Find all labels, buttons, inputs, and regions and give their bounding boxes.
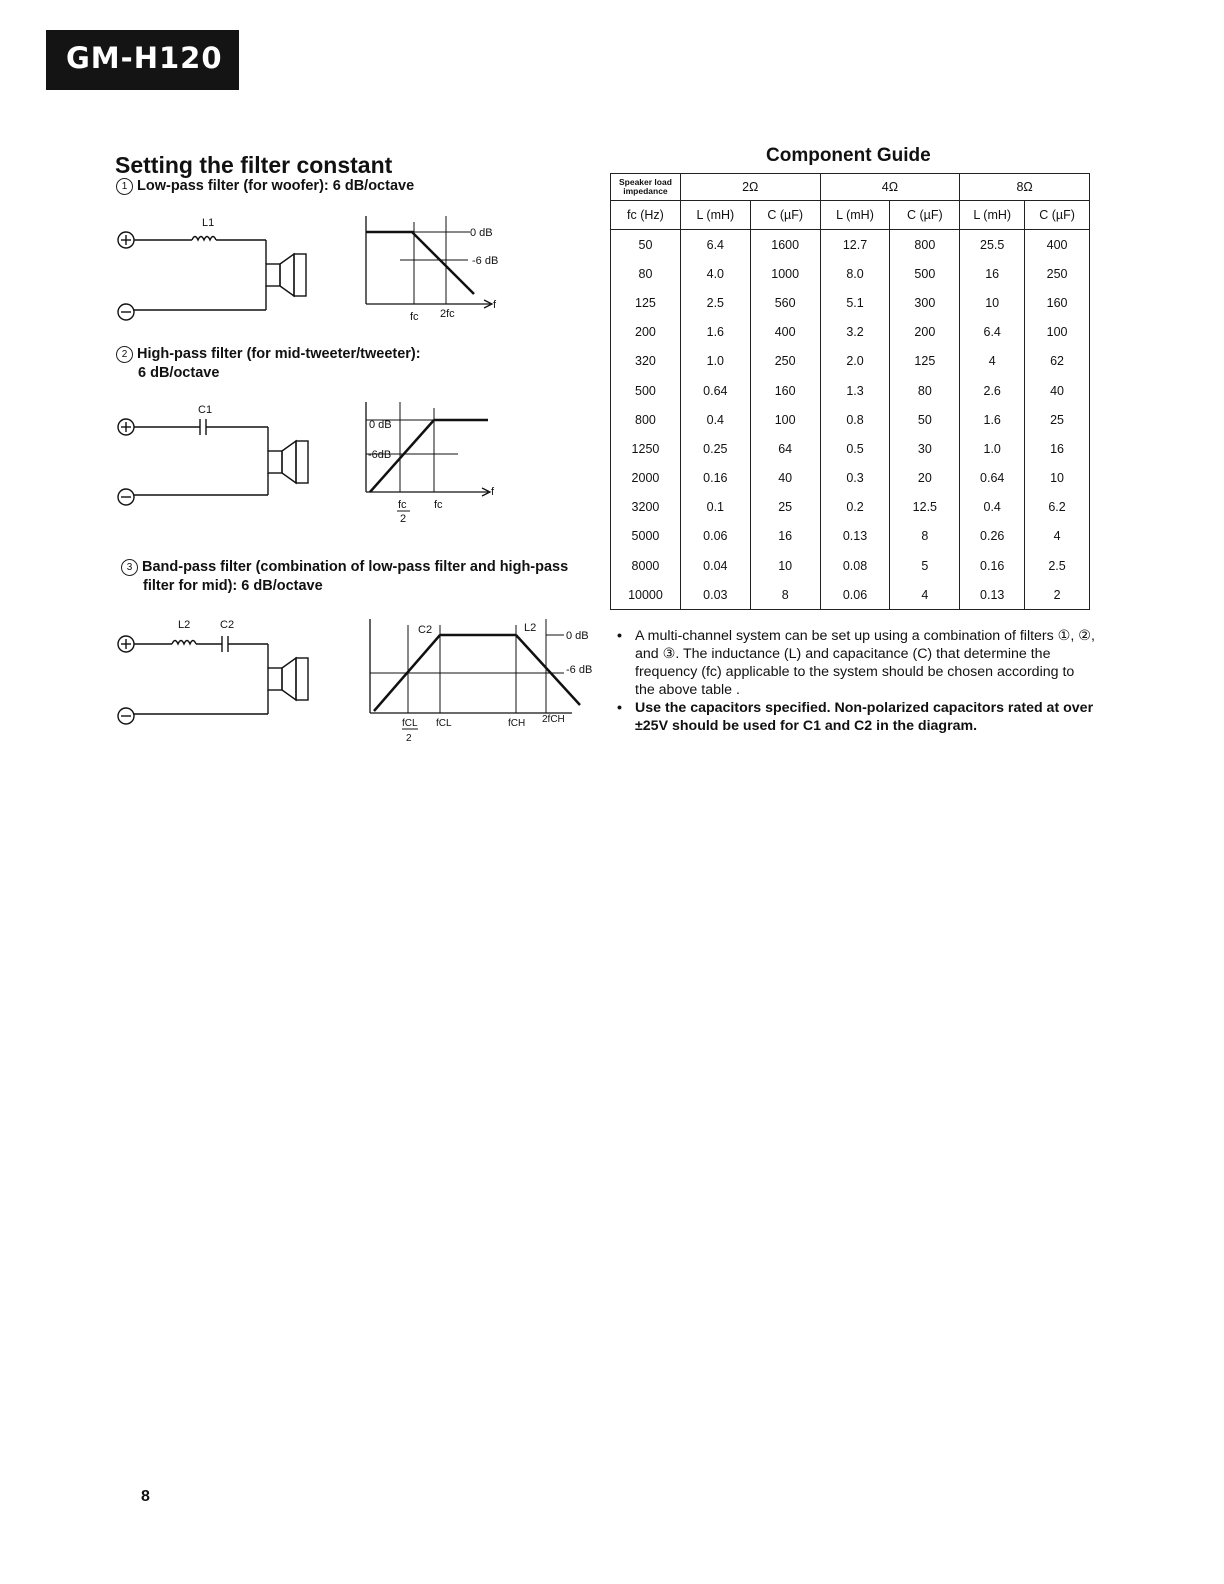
notes-list	[617, 627, 1095, 735]
highpass-heading-line2: 6 dB/octave	[138, 365, 220, 381]
table-row	[611, 230, 1090, 260]
lowpass-heading-text: Low-pass filter (for woofer): 6 dB/octave	[137, 178, 415, 194]
table-row	[611, 493, 1090, 522]
bandpass-heading	[121, 558, 568, 596]
value-cell: 0.13	[960, 580, 1025, 610]
value-cell: 4	[890, 580, 960, 610]
frequency-cell: 50	[611, 230, 681, 260]
lowpass-f-axis: f	[493, 299, 497, 311]
bandpass-response-graph	[364, 615, 604, 750]
table-row	[611, 259, 1090, 288]
section-title: Setting the filter constant	[115, 152, 393, 178]
value-cell: 6.2	[1025, 493, 1090, 522]
lowpass-minus-db: -6 dB	[472, 255, 499, 267]
value-cell: 0.13	[820, 522, 890, 551]
number-badge-1: 1	[116, 178, 133, 195]
value-cell: 0.3	[820, 464, 890, 493]
value-cell: 0.64	[680, 376, 750, 405]
bandpass-fch: fCH	[508, 718, 526, 729]
value-cell: 0.8	[820, 405, 890, 434]
lowpass-circuit-diagram	[110, 210, 330, 335]
bandpass-fcl-half-denominator: 2	[406, 733, 412, 744]
value-cell: 400	[750, 318, 820, 347]
bandpass-capacitor-label: C2	[220, 619, 235, 631]
highpass-f-axis: f	[491, 486, 495, 498]
value-cell: 560	[750, 288, 820, 317]
bandpass-zero-db: 0 dB	[566, 630, 589, 642]
frequency-cell: 800	[611, 405, 681, 434]
value-cell: 10	[1025, 464, 1090, 493]
value-cell: 62	[1025, 347, 1090, 376]
value-cell: 0.1	[680, 493, 750, 522]
impedance-2-ohm: 2Ω	[680, 174, 820, 201]
bandpass-l2-label: L2	[524, 622, 537, 634]
value-cell: 2.5	[1025, 551, 1090, 580]
impedance-4-ohm: 4Ω	[820, 174, 960, 201]
value-cell: 0.4	[680, 405, 750, 434]
component-guide-table	[610, 173, 1090, 610]
model-name: GM-H120	[66, 41, 223, 75]
value-cell: 160	[750, 376, 820, 405]
value-cell: 0.06	[820, 580, 890, 610]
impedance-label	[611, 174, 681, 201]
highpass-zero-db: 0 dB	[369, 419, 392, 431]
frequency-cell: 1250	[611, 434, 681, 463]
frequency-cell: 10000	[611, 580, 681, 610]
value-cell: 6.4	[680, 230, 750, 260]
value-cell: 40	[1025, 376, 1090, 405]
bandpass-2fch: 2fCH	[542, 714, 565, 725]
lowpass-response-graph	[360, 210, 510, 325]
value-cell: 5.1	[820, 288, 890, 317]
bandpass-fcl: fCL	[436, 718, 452, 729]
note-item: • A multi-channel system can be set up using a combination of filters ①, ②, and ③. The inductance (L) and capacitance (C) that determine the frequency (fc) applicable to the system should be chosen according to the above table .	[617, 627, 1095, 699]
table-row	[611, 318, 1090, 347]
value-cell: 100	[1025, 318, 1090, 347]
value-cell: 500	[890, 259, 960, 288]
frequency-cell: 320	[611, 347, 681, 376]
value-cell: 80	[890, 376, 960, 405]
value-cell: 2.5	[680, 288, 750, 317]
value-cell: 0.25	[680, 434, 750, 463]
value-cell: 12.7	[820, 230, 890, 260]
table-row	[611, 347, 1090, 376]
frequency-cell: 3200	[611, 493, 681, 522]
highpass-minus-db: -6dB	[368, 449, 392, 461]
value-cell: 0.4	[960, 493, 1025, 522]
highpass-fc-half-numerator: fc	[398, 499, 407, 511]
value-cell: 250	[1025, 259, 1090, 288]
table-row	[611, 288, 1090, 317]
value-cell: 0.16	[680, 464, 750, 493]
bandpass-circuit-diagram	[110, 612, 330, 737]
value-cell: 0.06	[680, 522, 750, 551]
value-cell: 0.2	[820, 493, 890, 522]
lowpass-fc: fc	[410, 311, 419, 323]
column-header: fc (Hz)	[611, 201, 681, 230]
value-cell: 8	[890, 522, 960, 551]
bandpass-heading-line2: filter for mid): 6 dB/octave	[143, 578, 323, 594]
value-cell: 1.6	[680, 318, 750, 347]
value-cell: 4	[960, 347, 1025, 376]
value-cell: 25	[1025, 405, 1090, 434]
lowpass-zero-db: 0 dB	[470, 227, 493, 239]
highpass-circuit-diagram	[110, 395, 330, 520]
impedance-8-ohm: 8Ω	[960, 174, 1090, 201]
value-cell: 1.6	[960, 405, 1025, 434]
value-cell: 50	[890, 405, 960, 434]
value-cell: 30	[890, 434, 960, 463]
model-header	[46, 30, 239, 90]
column-header-row	[611, 201, 1090, 230]
table-row	[611, 434, 1090, 463]
number-badge-2: 2	[116, 346, 133, 363]
value-cell: 400	[1025, 230, 1090, 260]
value-cell: 125	[890, 347, 960, 376]
bandpass-c2-label: C2	[418, 624, 433, 636]
value-cell: 0.5	[820, 434, 890, 463]
value-cell: 10	[750, 551, 820, 580]
value-cell: 100	[750, 405, 820, 434]
value-cell: 8	[750, 580, 820, 610]
lowpass-inductor-label: L1	[202, 217, 215, 229]
impedance-label-line2: impedance	[623, 186, 668, 196]
value-cell: 6.4	[960, 318, 1025, 347]
frequency-cell: 8000	[611, 551, 681, 580]
value-cell: 0.26	[960, 522, 1025, 551]
value-cell: 1600	[750, 230, 820, 260]
table-row	[611, 464, 1090, 493]
table-row	[611, 405, 1090, 434]
frequency-cell: 5000	[611, 522, 681, 551]
frequency-cell: 80	[611, 259, 681, 288]
highpass-heading-line1: High-pass filter (for mid-tweeter/tweeter):	[137, 346, 421, 362]
value-cell: 8.0	[820, 259, 890, 288]
frequency-cell: 500	[611, 376, 681, 405]
bandpass-inductor-label: L2	[178, 619, 191, 631]
value-cell: 16	[960, 259, 1025, 288]
frequency-cell: 2000	[611, 464, 681, 493]
value-cell: 20	[890, 464, 960, 493]
table-title: Component Guide	[766, 145, 931, 166]
column-header: C (µF)	[1025, 201, 1090, 230]
value-cell: 2.0	[820, 347, 890, 376]
lowpass-2fc: 2fc	[440, 308, 455, 320]
column-header: C (µF)	[890, 201, 960, 230]
value-cell: 0.16	[960, 551, 1025, 580]
value-cell: 0.04	[680, 551, 750, 580]
table-row	[611, 522, 1090, 551]
value-cell: 0.64	[960, 464, 1025, 493]
highpass-heading	[116, 345, 421, 383]
highpass-response-graph	[360, 398, 510, 528]
note-item: • Use the capacitors specified. Non-polarized capacitors rated at over ±25V should be used for C1 and C2 in the diagram.	[617, 699, 1095, 735]
table-row	[611, 580, 1090, 610]
highpass-fc-half-denominator: 2	[400, 513, 407, 525]
impedance-label-line1: Speaker load	[618, 177, 672, 187]
value-cell: 4	[1025, 522, 1090, 551]
value-cell: 1.0	[960, 434, 1025, 463]
column-header: L (mH)	[680, 201, 750, 230]
value-cell: 10	[960, 288, 1025, 317]
highpass-capacitor-label: C1	[198, 404, 213, 416]
column-header: L (mH)	[820, 201, 890, 230]
value-cell: 200	[890, 318, 960, 347]
page-number: 8	[141, 1488, 150, 1505]
value-cell: 16	[750, 522, 820, 551]
value-cell: 2.6	[960, 376, 1025, 405]
highpass-fc: fc	[434, 499, 443, 511]
bandpass-heading-line1: Band-pass filter (combination of low-pass filter and high-pass	[142, 559, 569, 575]
value-cell: 1.0	[680, 347, 750, 376]
frequency-cell: 125	[611, 288, 681, 317]
frequency-cell: 200	[611, 318, 681, 347]
value-cell: 0.03	[680, 580, 750, 610]
bandpass-minus-db: -6 dB	[566, 664, 593, 676]
column-header: C (µF)	[750, 201, 820, 230]
value-cell: 12.5	[890, 493, 960, 522]
value-cell: 40	[750, 464, 820, 493]
value-cell: 300	[890, 288, 960, 317]
value-cell: 1.3	[820, 376, 890, 405]
value-cell: 16	[1025, 434, 1090, 463]
number-badge-3: 3	[121, 559, 138, 576]
value-cell: 800	[890, 230, 960, 260]
value-cell: 0.08	[820, 551, 890, 580]
value-cell: 4.0	[680, 259, 750, 288]
column-header: L (mH)	[960, 201, 1025, 230]
value-cell: 3.2	[820, 318, 890, 347]
table-row	[611, 551, 1090, 580]
bandpass-fcl-half-numerator: fCL	[402, 718, 418, 729]
table-body	[611, 230, 1090, 610]
lowpass-heading	[116, 177, 414, 196]
value-cell: 64	[750, 434, 820, 463]
value-cell: 25.5	[960, 230, 1025, 260]
value-cell: 160	[1025, 288, 1090, 317]
value-cell: 25	[750, 493, 820, 522]
value-cell: 5	[890, 551, 960, 580]
value-cell: 2	[1025, 580, 1090, 610]
value-cell: 250	[750, 347, 820, 376]
table-row	[611, 376, 1090, 405]
value-cell: 1000	[750, 259, 820, 288]
